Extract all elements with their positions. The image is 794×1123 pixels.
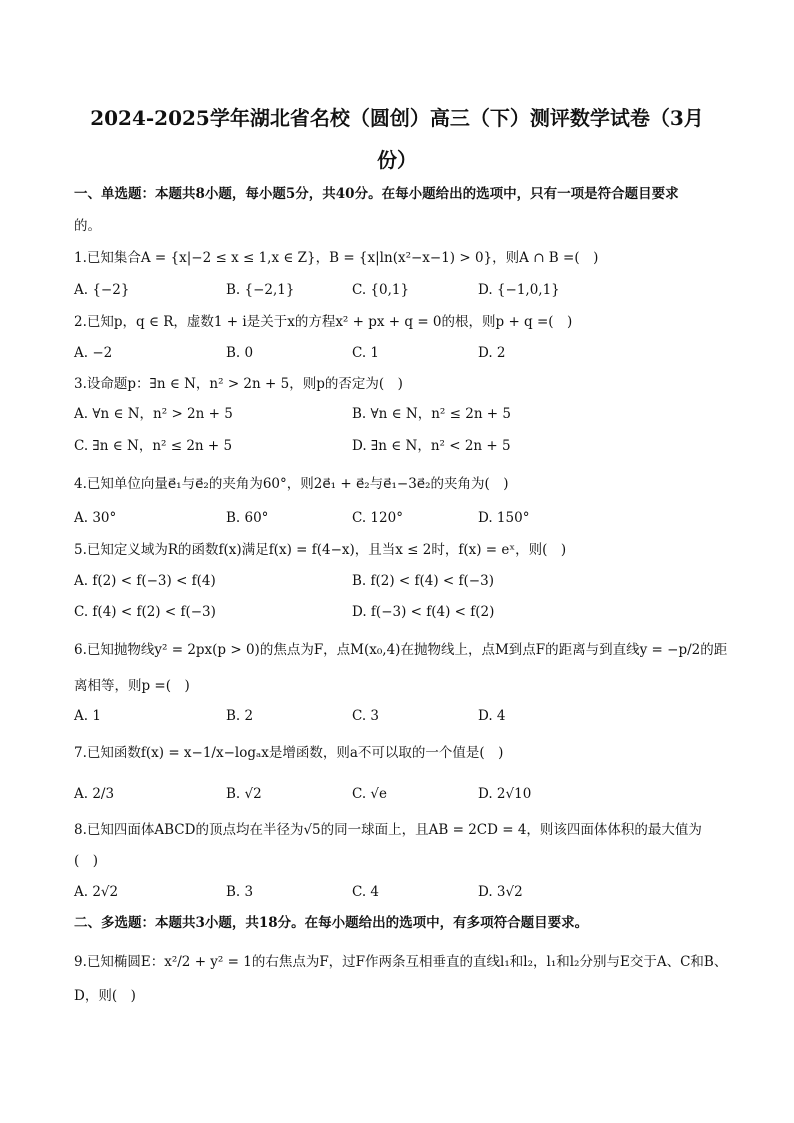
- q3-option-d: D. ∃n ∈ N，n² < 2n + 5: [352, 438, 511, 454]
- section2-heading: 二、多选题：本题共3小题，共18分。在每小题给出的选项中，有多项符合题目要求。: [74, 915, 589, 931]
- q8-option-b: B. 3: [226, 884, 254, 900]
- q4-option-a: A. 30°: [74, 510, 117, 526]
- q2-option-d: D. 2: [478, 345, 506, 361]
- q4-option-d: D. 150°: [478, 510, 530, 526]
- q8-option-d: D. 3√2: [478, 884, 523, 900]
- q8-option-c: C. 4: [352, 884, 380, 900]
- q8-stem: 8.已知四面体ABCD的顶点均在半径为√5的同一球面上，且AB = 2CD = 4，则该四面体体积的最大值为: [74, 822, 702, 838]
- q2-option-b: B. 0: [226, 345, 254, 361]
- q7-stem: 7.已知函数f(x) = x−1/x−logₐx是增函数，则a不可以取的一个值是( ): [74, 745, 504, 761]
- q8-stem-cont: ( ): [74, 853, 99, 869]
- q5-option-d: D. f(−3) < f(4) < f(2): [352, 604, 495, 620]
- section1-heading-cont: 的。: [74, 218, 101, 234]
- q4-option-b: B. 60°: [226, 510, 269, 526]
- q1-stem: 1.已知集合A = {x|−2 ≤ x ≤ 1,x ∈ Z}，B = {x|ln(x²−x−1) > 0}，则A ∩ B =( ): [74, 250, 599, 266]
- q5-stem: 5.已知定义域为R的函数f(x)满足f(x) = f(4−x)，且当x ≤ 2时，f(x) = eˣ，则( ): [74, 542, 567, 558]
- q2-option-c: C. 1: [352, 345, 380, 361]
- q7-option-d: D. 2√10: [478, 786, 532, 802]
- q6-option-d: D. 4: [478, 708, 506, 724]
- section1-heading: 一、单选题：本题共8小题，每小题5分，共40分。在每小题给出的选项中，只有一项是符合题目要求: [74, 186, 679, 202]
- q2-option-a: A. −2: [74, 345, 113, 361]
- q5-option-a: A. f(2) < f(−3) < f(4): [74, 573, 216, 589]
- q1-option-d: D. {−1,0,1}: [478, 282, 560, 298]
- exam-title-line2: 份）: [377, 148, 417, 172]
- q3-option-b: B. ∀n ∈ N，n² ≤ 2n + 5: [352, 406, 512, 422]
- q3-stem: 3.设命题p：∃n ∈ N，n² > 2n + 5，则p的否定为( ): [74, 376, 403, 392]
- q1-option-a: A. {−2}: [74, 282, 130, 298]
- q7-option-c: C. √e: [352, 786, 388, 802]
- q7-option-a: A. 2/3: [74, 786, 115, 802]
- q4-option-c: C. 120°: [352, 510, 403, 526]
- q5-option-c: C. f(4) < f(2) < f(−3): [74, 604, 216, 620]
- q8-option-a: A. 2√2: [74, 884, 119, 900]
- q3-option-a: A. ∀n ∈ N，n² > 2n + 5: [74, 406, 233, 422]
- q1-option-b: B. {−2,1}: [226, 282, 295, 298]
- q1-option-c: C. {0,1}: [352, 282, 410, 298]
- q6-option-b: B. 2: [226, 708, 254, 724]
- q7-option-b: B. √2: [226, 786, 262, 802]
- q6-stem: 6.已知抛物线y² = 2px(p > 0)的焦点为F，点M(x₀,4)在抛物线上，点M到点F的距离与到直线y = −p/2的距: [74, 642, 728, 658]
- q2-stem: 2.已知p，q ∈ R，虚数1 + i是关于x的方程x² + px + q = 0的根，则p + q =( ): [74, 314, 573, 330]
- exam-title-line1: 2024-2025学年湖北省名校（圆创）高三（下）测评数学试卷（3月: [90, 106, 704, 130]
- q4-stem: 4.已知单位向量e⃗₁与e⃗₂的夹角为60°，则2e⃗₁ + e⃗₂与e⃗₁−3e⃗₂的夹角为( ): [74, 476, 509, 492]
- q5-option-b: B. f(2) < f(4) < f(−3): [352, 573, 494, 589]
- q9-stem-cont: D，则( ): [74, 988, 136, 1004]
- q6-option-c: C. 3: [352, 708, 380, 724]
- q6-option-a: A. 1: [74, 708, 101, 724]
- q3-option-c: C. ∃n ∈ N，n² ≤ 2n + 5: [74, 438, 233, 454]
- q6-stem-cont: 离相等，则p =( ): [74, 678, 190, 694]
- q9-stem: 9.已知椭圆E：x²/2 + y² = 1的右焦点为F，过F作两条互相垂直的直线l₁和l₂，l₁和l₂分别与E交于A、C和B、: [74, 954, 728, 970]
